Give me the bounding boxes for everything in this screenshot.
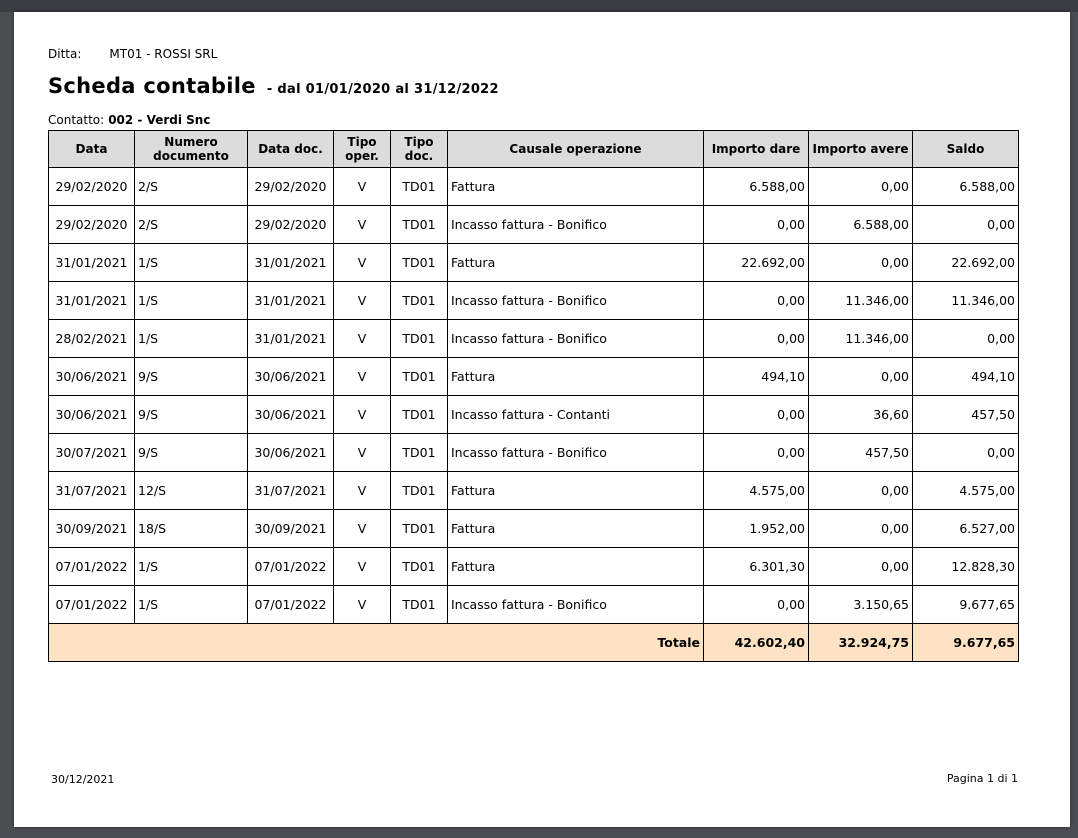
col-header-importo-dare: Importo dare — [704, 131, 809, 168]
cell-numero: 1/S — [135, 244, 248, 282]
cell-numero: 9/S — [135, 358, 248, 396]
cell-tipo-doc: TD01 — [391, 396, 448, 434]
cell-importo-dare: 22.692,00 — [704, 244, 809, 282]
page-number: Pagina 1 di 1 — [946, 772, 1018, 785]
table-row — [49, 586, 1019, 624]
cell-data: 31/01/2021 — [49, 244, 135, 282]
table-row — [49, 168, 1019, 206]
table-header-row — [49, 131, 1019, 168]
cell-tipo-doc: TD01 — [391, 320, 448, 358]
cell-saldo: 12.828,30 — [913, 548, 1019, 586]
cell-causale: Incasso fattura - Contanti — [448, 396, 704, 434]
cell-importo-dare: 0,00 — [704, 320, 809, 358]
table-row — [49, 396, 1019, 434]
cell-tipo-oper: V — [334, 510, 391, 548]
col-header-causale: Causale operazione — [448, 131, 704, 168]
table-row — [49, 282, 1019, 320]
title-row — [48, 74, 499, 98]
footer-date: 30/12/2021 — [51, 773, 115, 786]
col-header-tipo-doc: Tipo doc. — [391, 131, 448, 168]
table-row — [49, 320, 1019, 358]
cell-importo-avere: 11.346,00 — [809, 320, 913, 358]
cell-tipo-doc: TD01 — [391, 472, 448, 510]
total-saldo: 9.677,65 — [913, 624, 1019, 662]
cell-data-doc: 30/06/2021 — [248, 358, 334, 396]
cell-data-doc: 30/06/2021 — [248, 434, 334, 472]
cell-importo-dare: 1.952,00 — [704, 510, 809, 548]
cell-saldo: 6.527,00 — [913, 510, 1019, 548]
total-row — [49, 624, 1019, 662]
cell-importo-dare: 0,00 — [704, 586, 809, 624]
total-label: Totale — [448, 624, 704, 662]
company-value: MT01 - ROSSI SRL — [109, 47, 218, 61]
cell-importo-avere: 0,00 — [809, 510, 913, 548]
ledger-body — [49, 168, 1019, 624]
cell-causale: Incasso fattura - Bonifico — [448, 434, 704, 472]
cell-importo-dare: 494,10 — [704, 358, 809, 396]
col-header-numero-documento: Numero documento — [135, 131, 248, 168]
cell-causale: Fattura — [448, 168, 704, 206]
cell-saldo: 0,00 — [913, 434, 1019, 472]
cell-numero: 1/S — [135, 586, 248, 624]
cell-data-doc: 31/01/2021 — [248, 282, 334, 320]
cell-saldo: 4.575,00 — [913, 472, 1019, 510]
cell-tipo-oper: V — [334, 434, 391, 472]
contact-value: 002 - Verdi Snc — [108, 113, 211, 127]
cell-numero: 9/S — [135, 396, 248, 434]
cell-data-doc: 30/06/2021 — [248, 396, 334, 434]
cell-saldo: 11.346,00 — [913, 282, 1019, 320]
cell-importo-dare: 4.575,00 — [704, 472, 809, 510]
col-header-data-doc: Data doc. — [248, 131, 334, 168]
cell-data-doc: 31/07/2021 — [248, 472, 334, 510]
cell-data-doc: 31/01/2021 — [248, 320, 334, 358]
cell-data: 30/07/2021 — [49, 434, 135, 472]
cell-numero: 1/S — [135, 282, 248, 320]
cell-importo-avere: 0,00 — [809, 168, 913, 206]
cell-importo-avere: 36,60 — [809, 396, 913, 434]
cell-tipo-doc: TD01 — [391, 244, 448, 282]
cell-importo-dare: 6.301,30 — [704, 548, 809, 586]
cell-causale: Fattura — [448, 358, 704, 396]
cell-importo-avere: 0,00 — [809, 548, 913, 586]
cell-numero: 9/S — [135, 434, 248, 472]
cell-importo-dare: 0,00 — [704, 396, 809, 434]
cell-importo-avere: 0,00 — [809, 358, 913, 396]
cell-data-doc: 29/02/2020 — [248, 168, 334, 206]
cell-numero: 2/S — [135, 168, 248, 206]
cell-importo-dare: 0,00 — [704, 206, 809, 244]
table-row — [49, 358, 1019, 396]
col-header-saldo: Saldo — [913, 131, 1019, 168]
cell-causale: Incasso fattura - Bonifico — [448, 586, 704, 624]
period-range: - dal 01/01/2020 al 31/12/2022 — [266, 82, 499, 97]
cell-data: 31/01/2021 — [49, 282, 135, 320]
cell-tipo-oper: V — [334, 206, 391, 244]
cell-saldo: 9.677,65 — [913, 586, 1019, 624]
ledger-table — [48, 130, 1019, 662]
table-row — [49, 548, 1019, 586]
cell-tipo-oper: V — [334, 586, 391, 624]
cell-saldo: 22.692,00 — [913, 244, 1019, 282]
cell-data: 29/02/2020 — [49, 206, 135, 244]
cell-data-doc: 31/01/2021 — [248, 244, 334, 282]
cell-tipo-doc: TD01 — [391, 168, 448, 206]
document-page — [14, 12, 1070, 827]
contact-label: Contatto: — [48, 113, 105, 127]
cell-causale: Fattura — [448, 244, 704, 282]
cell-tipo-oper: V — [334, 472, 391, 510]
cell-tipo-oper: V — [334, 168, 391, 206]
cell-importo-avere: 11.346,00 — [809, 282, 913, 320]
cell-tipo-oper: V — [334, 548, 391, 586]
cell-numero: 12/S — [135, 472, 248, 510]
cell-saldo: 0,00 — [913, 206, 1019, 244]
cell-saldo: 0,00 — [913, 320, 1019, 358]
cell-importo-dare: 0,00 — [704, 434, 809, 472]
total-spacer — [49, 624, 448, 662]
table-row — [49, 244, 1019, 282]
cell-causale: Incasso fattura - Bonifico — [448, 206, 704, 244]
cell-importo-dare: 0,00 — [704, 282, 809, 320]
cell-importo-avere: 6.588,00 — [809, 206, 913, 244]
cell-numero: 2/S — [135, 206, 248, 244]
cell-data: 31/07/2021 — [49, 472, 135, 510]
cell-numero: 1/S — [135, 548, 248, 586]
table-row — [49, 434, 1019, 472]
cell-saldo: 494,10 — [913, 358, 1019, 396]
contact-line — [48, 113, 210, 127]
cell-tipo-oper: V — [334, 396, 391, 434]
cell-tipo-oper: V — [334, 244, 391, 282]
cell-causale: Fattura — [448, 510, 704, 548]
cell-importo-avere: 0,00 — [809, 472, 913, 510]
cell-importo-avere: 3.150,65 — [809, 586, 913, 624]
cell-numero: 18/S — [135, 510, 248, 548]
cell-data: 07/01/2022 — [49, 548, 135, 586]
table-row — [49, 472, 1019, 510]
cell-saldo: 6.588,00 — [913, 168, 1019, 206]
cell-causale: Fattura — [448, 548, 704, 586]
cell-tipo-doc: TD01 — [391, 548, 448, 586]
cell-data: 29/02/2020 — [49, 168, 135, 206]
cell-tipo-doc: TD01 — [391, 510, 448, 548]
cell-data-doc: 29/02/2020 — [248, 206, 334, 244]
cell-data-doc: 07/01/2022 — [248, 586, 334, 624]
table-row — [49, 206, 1019, 244]
cell-data: 28/02/2021 — [49, 320, 135, 358]
cell-data: 30/06/2021 — [49, 396, 135, 434]
cell-tipo-doc: TD01 — [391, 206, 448, 244]
cell-data-doc: 30/09/2021 — [248, 510, 334, 548]
viewer-top-bar — [0, 0, 1078, 12]
cell-causale: Incasso fattura - Bonifico — [448, 282, 704, 320]
cell-numero: 1/S — [135, 320, 248, 358]
cell-causale: Incasso fattura - Bonifico — [448, 320, 704, 358]
col-header-importo-avere: Importo avere — [809, 131, 913, 168]
cell-importo-dare: 6.588,00 — [704, 168, 809, 206]
cell-tipo-doc: TD01 — [391, 586, 448, 624]
cell-tipo-oper: V — [334, 320, 391, 358]
cell-tipo-doc: TD01 — [391, 434, 448, 472]
cell-data-doc: 07/01/2022 — [248, 548, 334, 586]
page-title: Scheda contabile — [48, 74, 256, 98]
table-row — [49, 510, 1019, 548]
cell-data: 07/01/2022 — [49, 586, 135, 624]
company-label: Ditta: — [48, 47, 82, 61]
cell-causale: Fattura — [448, 472, 704, 510]
col-header-tipo-oper: Tipo oper. — [334, 131, 391, 168]
total-dare: 42.602,40 — [704, 624, 809, 662]
cell-saldo: 457,50 — [913, 396, 1019, 434]
cell-importo-avere: 457,50 — [809, 434, 913, 472]
cell-data: 30/09/2021 — [49, 510, 135, 548]
cell-tipo-oper: V — [334, 358, 391, 396]
cell-importo-avere: 0,00 — [809, 244, 913, 282]
company-line — [48, 47, 217, 61]
cell-tipo-doc: TD01 — [391, 358, 448, 396]
col-header-data: Data — [49, 131, 135, 168]
total-avere: 32.924,75 — [809, 624, 913, 662]
cell-data: 30/06/2021 — [49, 358, 135, 396]
cell-tipo-doc: TD01 — [391, 282, 448, 320]
cell-tipo-oper: V — [334, 282, 391, 320]
